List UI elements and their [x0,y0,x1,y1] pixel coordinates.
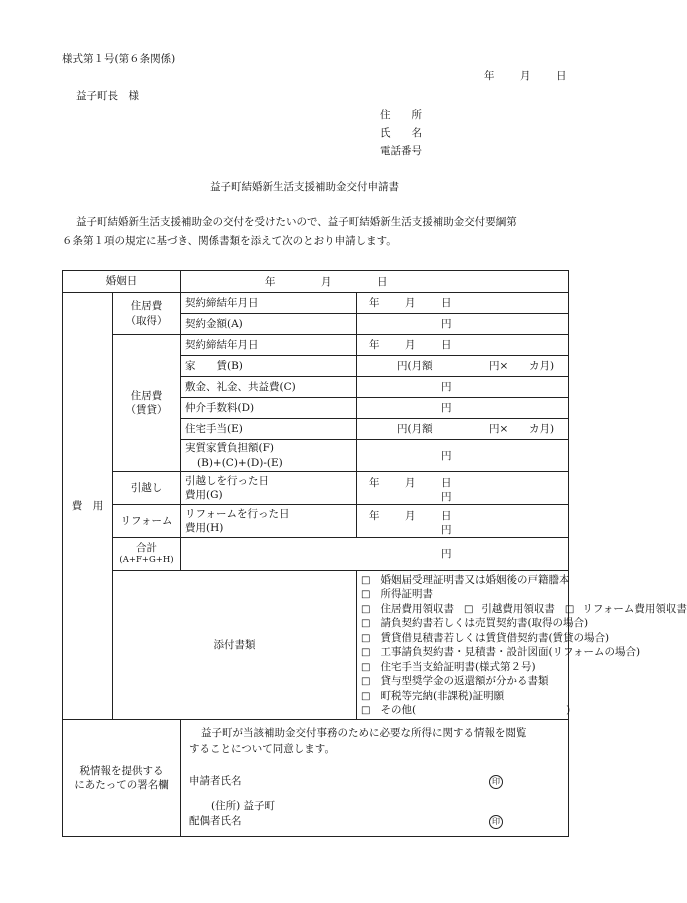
addressee: 益子町長 様 [76,90,139,102]
purchase-contract-date-field[interactable]: 年 月 日 [357,293,569,314]
total-label: 合計 (A+F+G+H) [113,538,181,571]
attachment-item[interactable]: □ 貸与型奨学金の返還額が分かる書類 [361,675,549,687]
rent-contract-date-label: 契約締結年月日 [181,335,357,356]
purchase-contract-amount-field[interactable]: 円 [357,314,569,335]
attachment-item[interactable]: □ 住居費用領収書 □ 引越費用領収書 □ リフォーム費用領収書 [361,602,687,615]
agent-fee-field[interactable]: 円 [357,398,569,419]
date-month-label: 月 [520,70,531,82]
actual-burden-label: 実質家賃負担額(F) (B)+(C)+(D)-(E) [181,440,357,472]
applicant-name-sign-label: 申請者氏名 [189,775,242,787]
purchase-contract-date-label: 契約締結年月日 [181,293,357,314]
deposit-label: 敷金、礼金、共益費(C) [181,377,357,398]
checkbox[interactable]: □ [361,618,371,629]
consent-line-1: 益子町が当該補助金交付事務のために必要な所得に関する情報を閲覧 [201,727,527,739]
total-field[interactable]: 円 [181,538,569,571]
attachment-item[interactable]: □ 工事請負契約書・見積書・設計図面(リフォームの場合) [361,646,641,658]
tax-info-label: 税情報を提供する にあたっての署名欄 [63,720,181,837]
checkbox[interactable]: □ [564,603,575,615]
spouse-seal: 印 [489,815,503,829]
attachment-item[interactable]: □ 婚姻届受理証明書又は婚姻後の戸籍謄本 [361,573,570,586]
applicant-address-label: 住 所 [380,109,422,121]
date-year-label: 年 [484,70,495,82]
attachment-item[interactable]: □ 住宅手当支給証明書(様式第２号) [361,660,536,673]
checkbox[interactable]: □ [361,589,371,600]
checkbox[interactable]: □ [361,676,371,687]
reform-date-cost-field[interactable]: 年 月 日 円 [357,505,569,538]
applicant-phone-label: 電話番号 [380,145,422,157]
actual-burden-field[interactable]: 円 [357,440,569,472]
deposit-field[interactable]: 円 [357,377,569,398]
checkbox[interactable]: □ [361,574,371,586]
housing-allowance-field[interactable]: 円(月額 円× カ月) [357,419,569,440]
attachment-item[interactable]: □ 町税等完納(非課税)証明願 [361,689,505,702]
intro-line-1: 益子町結婚新生活支援補助金の交付を受けたいので、益子町結婚新生活支援補助金交付要綱第 [76,216,517,228]
rent-contract-date-field[interactable]: 年 月 日 [357,335,569,356]
applicant-seal: 印 [489,775,503,789]
purchase-contract-amount-label: 契約金額(A) [181,314,357,335]
form-number: 様式第１号(第６条関係) [62,53,176,65]
reform-date-cost-label: リフォームを行った日 費用(H) [181,505,357,538]
checkbox[interactable]: □ [361,632,371,644]
checkbox[interactable]: □ [361,705,371,716]
attachments-label: 添付書類 [113,571,357,720]
checkbox[interactable]: □ [463,603,474,615]
spouse-address-label: (住所) 益子町 [211,800,276,812]
marriage-date-field[interactable]: 年 月 日 [181,271,569,293]
marriage-date-label: 婚姻日 [63,271,181,293]
spouse-name-sign-label: 配偶者氏名 [189,815,242,827]
attachment-item[interactable]: □ 賃貸借見積書若しくは賃貸借契約書(賃貸の場合) [361,631,610,644]
rent-label: 家 賃(B) [181,356,357,377]
checkbox[interactable]: □ [361,647,371,658]
checkbox[interactable]: □ [361,690,371,702]
housing-rent-label: 住居費 （賃貸） [113,335,181,472]
applicant-name-label: 氏 名 [380,127,422,139]
housing-allowance-label: 住宅手当(E) [181,419,357,440]
attachment-item[interactable]: □ 所得証明書 [361,588,433,600]
housing-purchase-label: 住居費 （取得） [113,293,181,335]
reform-label: リフォーム [113,505,181,538]
checkbox[interactable]: □ [361,661,371,673]
attachments-list [357,571,687,720]
tax-info-signature [181,720,569,837]
moving-date-cost-field[interactable]: 年 月 日 円 [357,472,569,505]
costs-label: 費 用 [63,293,113,720]
intro-line-2: ６条第１項の規定に基づき、関係書類を添えて次のとおり申請します。 [62,235,397,247]
moving-date-cost-label: 引越しを行った日 費用(G) [181,472,357,505]
marriage-date-row [63,271,569,293]
rent-field[interactable]: 円(月額 円× カ月) [357,356,569,377]
date-day-label: 日 [556,70,567,82]
consent-line-2: することについて同意します。 [189,743,335,755]
application-table [62,270,687,837]
attachment-item[interactable]: □ その他( ) [361,704,571,716]
agent-fee-label: 仲介手数料(D) [181,398,357,419]
moving-label: 引越し [113,472,181,505]
attachment-item[interactable]: □ 請負契約書若しくは売買契約書(取得の場合) [361,617,589,629]
document-title: 益子町結婚新生活支援補助金交付申請書 [210,181,399,193]
checkbox[interactable]: □ [361,603,371,615]
